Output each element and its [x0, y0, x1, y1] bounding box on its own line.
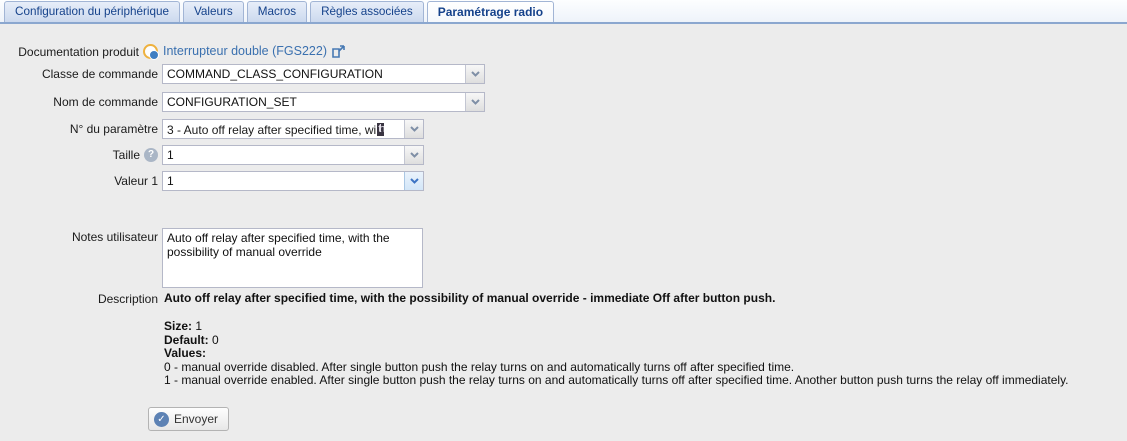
- size-combo: [162, 145, 424, 165]
- description-label-text: Description: [97, 292, 158, 306]
- command-name-label-text: Nom de commande: [53, 95, 158, 109]
- value-line-1: 1 - manual override enabled. After single button push the relay turns on and automatically turns off after specified time. Another button push turns the relay off immediately.: [164, 373, 1069, 388]
- param-number-dropdown-trigger[interactable]: [404, 120, 423, 138]
- value1-combo: [162, 171, 424, 191]
- command-name-label: [0, 95, 158, 109]
- value1-label: [0, 174, 158, 188]
- product-doc-link[interactable]: [163, 44, 346, 58]
- user-notes-label: [0, 230, 158, 244]
- product-doc-link-text[interactable]: Interrupteur double (FGS222): [163, 44, 327, 58]
- tab-associated-rules[interactable]: Règles associées: [310, 1, 424, 22]
- tab-device-configuration[interactable]: Configuration du périphérique: [4, 1, 180, 22]
- command-name-combo: [162, 92, 485, 112]
- send-button[interactable]: [148, 407, 229, 431]
- tab-radio-settings[interactable]: Paramétrage radio: [427, 1, 554, 22]
- command-class-input[interactable]: [163, 65, 465, 83]
- help-icon[interactable]: ?: [144, 148, 158, 162]
- send-button-label: Envoyer: [174, 412, 219, 426]
- param-number-combo: [162, 119, 424, 139]
- command-class-dropdown-trigger[interactable]: [465, 65, 484, 83]
- documentation-label: [0, 44, 158, 59]
- size-input[interactable]: [163, 146, 404, 164]
- size-dropdown-trigger[interactable]: [404, 146, 423, 164]
- param-number-visible-text: 3 - Auto off relay after specified time, wi: [167, 123, 377, 137]
- default-line: Default: 0: [164, 332, 219, 347]
- documentation-label-text: Documentation produit: [18, 44, 139, 59]
- values-heading: Values:: [164, 346, 207, 361]
- text-selection-block: th: [378, 123, 384, 135]
- user-notes-textarea[interactable]: [162, 228, 423, 288]
- size-line: Size: 1: [164, 319, 203, 333]
- description-summary: Auto off relay after specified time, with the possibility of manual override - immediate Off after button push.: [164, 291, 776, 305]
- command-name-input[interactable]: [163, 93, 465, 111]
- param-number-label-text: N° du paramètre: [69, 122, 158, 136]
- param-number-label: [0, 122, 158, 136]
- command-class-label: [0, 67, 158, 81]
- command-class-label-text: Classe de commande: [41, 67, 158, 81]
- tab-values[interactable]: Valeurs: [183, 1, 244, 22]
- chevron-down-icon: [471, 99, 480, 105]
- command-name-dropdown-trigger[interactable]: [465, 93, 484, 111]
- command-class-combo: [162, 64, 485, 84]
- tab-macros[interactable]: Macros: [247, 1, 307, 22]
- value-line-0: 0 - manual override disabled. After single button push the relay turns on and automatically turns off after specified time.: [164, 359, 795, 374]
- size-label-text: Taille: [112, 148, 140, 162]
- chevron-down-icon: [410, 152, 419, 158]
- value1-input[interactable]: [163, 172, 404, 190]
- chevron-down-icon: [410, 178, 419, 184]
- description-details: [164, 320, 1124, 388]
- size-label: [0, 148, 158, 162]
- external-link-icon[interactable]: [332, 45, 346, 58]
- user-notes-label-text: Notes utilisateur: [71, 230, 158, 244]
- value1-dropdown-trigger[interactable]: [404, 172, 423, 190]
- description-label: [0, 292, 158, 306]
- check-icon: ✓: [154, 412, 169, 427]
- value1-label-text: Valeur 1: [114, 174, 158, 188]
- tab-bar: [0, 0, 1127, 24]
- chevron-down-icon: [471, 71, 480, 77]
- product-doc-icon: [143, 44, 158, 59]
- param-number-input[interactable]: [163, 120, 404, 138]
- chevron-down-icon: [410, 126, 419, 132]
